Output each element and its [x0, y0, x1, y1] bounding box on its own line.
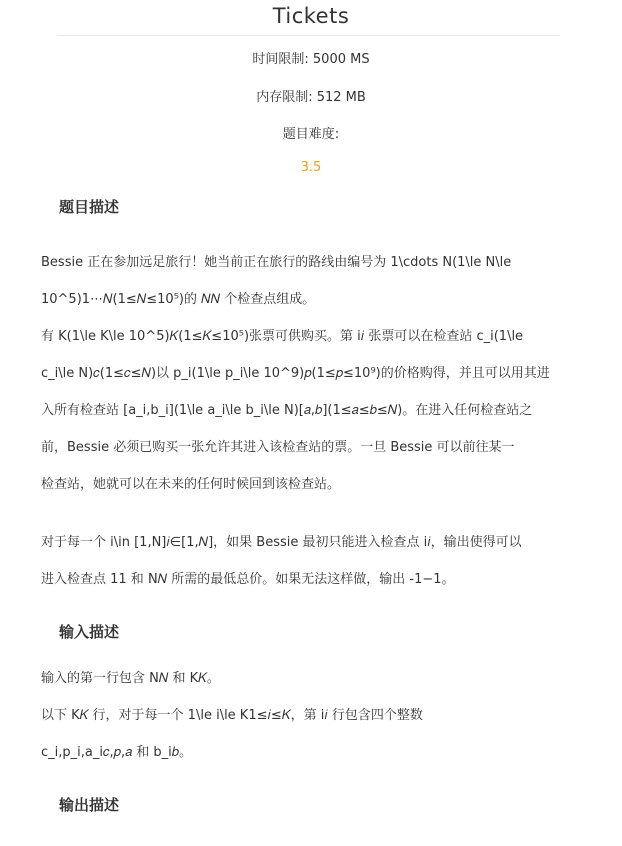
- description-line: 10^5)1⋯𝑁(1≤𝑁≤10⁵)的 𝑁𝑁 个检查点组成。: [41, 292, 316, 307]
- description-line: 检查站，她就可以在未来的任何时候回到该检查站。: [41, 477, 341, 492]
- description-line: 有 K(1\le K\le 10^5)𝐾(1≤𝐾≤10⁵)张票可供购买。第 i𝑖 张票可以在检查站 c_i(1\le: [41, 329, 524, 344]
- description-line: 入所有检查站 [a_i,b_i](1\le a_i\le b_i\le N)[𝑎,𝑏](1≤𝑎≤𝑏≤𝑁)。在进入任何检查站之: [41, 403, 533, 418]
- description-body: [41, 244, 561, 503]
- problem-title: Tickets: [272, 4, 350, 28]
- description-line: 前，Bessie 必须已购买一张允许其进入该检查站的票。一旦 Bessie 可以前往某一: [41, 440, 515, 455]
- description-line: 进入检查点 11 和 N𝑁 所需的最低总价。如果无法这样做，输出 -1−1。: [41, 572, 455, 587]
- memory-limit: 内存限制: 512 MB: [256, 90, 366, 105]
- difficulty-value: 3.5: [300, 160, 322, 175]
- input-line: 输入的第一行包含 N𝑁 和 K𝐾。: [41, 671, 220, 686]
- difficulty-label: 题目难度:: [282, 127, 340, 142]
- description-line: 对于每一个 i\in [1,N]𝑖∈[1,𝑁]，如果 Bessie 最初只能进入检查点 i𝑖，输出使得可以: [41, 535, 522, 550]
- description-heading: 题目描述: [59, 198, 120, 216]
- time-limit: 时间限制: 5000 MS: [252, 52, 370, 67]
- description-line: c_i\le N)𝑐(1≤𝑐≤𝑁)以 p_i(1\le p_i\le 10^9)𝑝(1≤𝑝≤10⁹)的价格购得，并且可以用其进: [41, 366, 550, 381]
- description-line: Bessie 正在参加远足旅行！她当前正在旅行的路线由编号为 1\cdots N(1\le N\le: [41, 255, 512, 270]
- input-line: c_i,p_i,a_i𝑐,𝑝,𝑎 和 b_i𝑏。: [41, 745, 193, 760]
- input-heading: 输入描述: [59, 623, 120, 641]
- input-line: 以下 K𝐾 行，对于每一个 1\le i\le K1≤𝑖≤𝐾，第 i𝑖 行包含四个整数: [41, 708, 423, 723]
- output-requirement: [41, 524, 561, 598]
- input-body: [41, 660, 561, 771]
- output-heading: 输出描述: [59, 796, 120, 814]
- title-divider: [57, 35, 560, 36]
